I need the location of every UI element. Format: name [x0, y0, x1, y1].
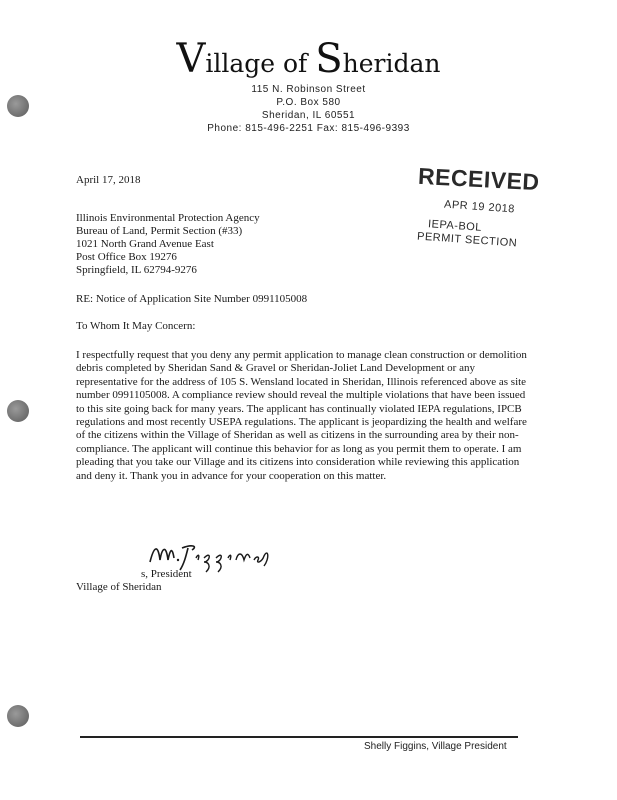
stamp-dept: IEPA-BOL: [427, 218, 483, 234]
punch-hole-middle: [7, 400, 29, 422]
recipient-line-4: Post Office Box 19276: [76, 251, 177, 263]
letterhead-logo: [0, 36, 617, 82]
stamp-received-title: RECEIVED: [417, 162, 541, 196]
recipient-line-1: Illinois Environmental Protection Agency: [76, 212, 260, 224]
logo-text-heridan: heridan: [342, 49, 441, 78]
logo-text-village-of: illage of: [205, 49, 316, 78]
re-line: RE: Notice of Application Site Number 0991105008: [76, 293, 308, 305]
letterhead-city: Sheridan, IL 60551: [261, 110, 356, 121]
signer-title: s, President: [141, 568, 192, 580]
footer-signature-line: Shelly Figgins, Village President: [364, 741, 507, 752]
footer-divider: [80, 736, 518, 738]
salutation: To Whom It May Concern:: [76, 320, 196, 332]
logo-initial-s: S: [315, 36, 343, 82]
stamp-date: APR 19 2018: [443, 198, 516, 216]
punch-hole-bottom: [7, 705, 29, 727]
recipient-line-3: 1021 North Grand Avenue East: [76, 238, 214, 250]
letterhead-street: 115 N. Robinson Street: [251, 84, 366, 95]
logo-initial-v: V: [176, 36, 206, 82]
letterhead-po-box: P.O. Box 580: [276, 97, 341, 108]
stamp-section: PERMIT SECTION: [416, 230, 518, 250]
letter-body: I respectfully request that you deny any permit application to manage clean construction or demolition debris completed by Sheridan Sand & Gravel or Sheridan-Joliet Land Development or any representative for the address of 105 S. Wensland located in Sheridan, Illinois referenced above as site number 0991105008. A compliance review should reveal the multiple violations that have been issued to this site going back for many years. The applicant has continually violated IEPA regulations, IPCB regulations and most recently USEPA regulations. The applicant is jeopardizing the health and welfare of the citizens within the Village of Sheridan as well as citizens in the surrounding area by their non-compliance. The applicant will continue this behavior for as long as you permit them to operate. I am pleading that you take our Village and its citizens into consideration while reviewing this application and deny it. Thank you in advance for your cooperation on this matter.: [76, 349, 527, 482]
letterhead-phone-fax: Phone: 815-496-2251 Fax: 815-496-9393: [207, 123, 410, 134]
letter-date: April 17, 2018: [76, 174, 141, 186]
recipient-line-5: Springfield, IL 62794-9276: [76, 264, 197, 276]
signer-org: Village of Sheridan: [76, 581, 162, 593]
recipient-line-2: Bureau of Land, Permit Section (#33): [76, 225, 243, 237]
